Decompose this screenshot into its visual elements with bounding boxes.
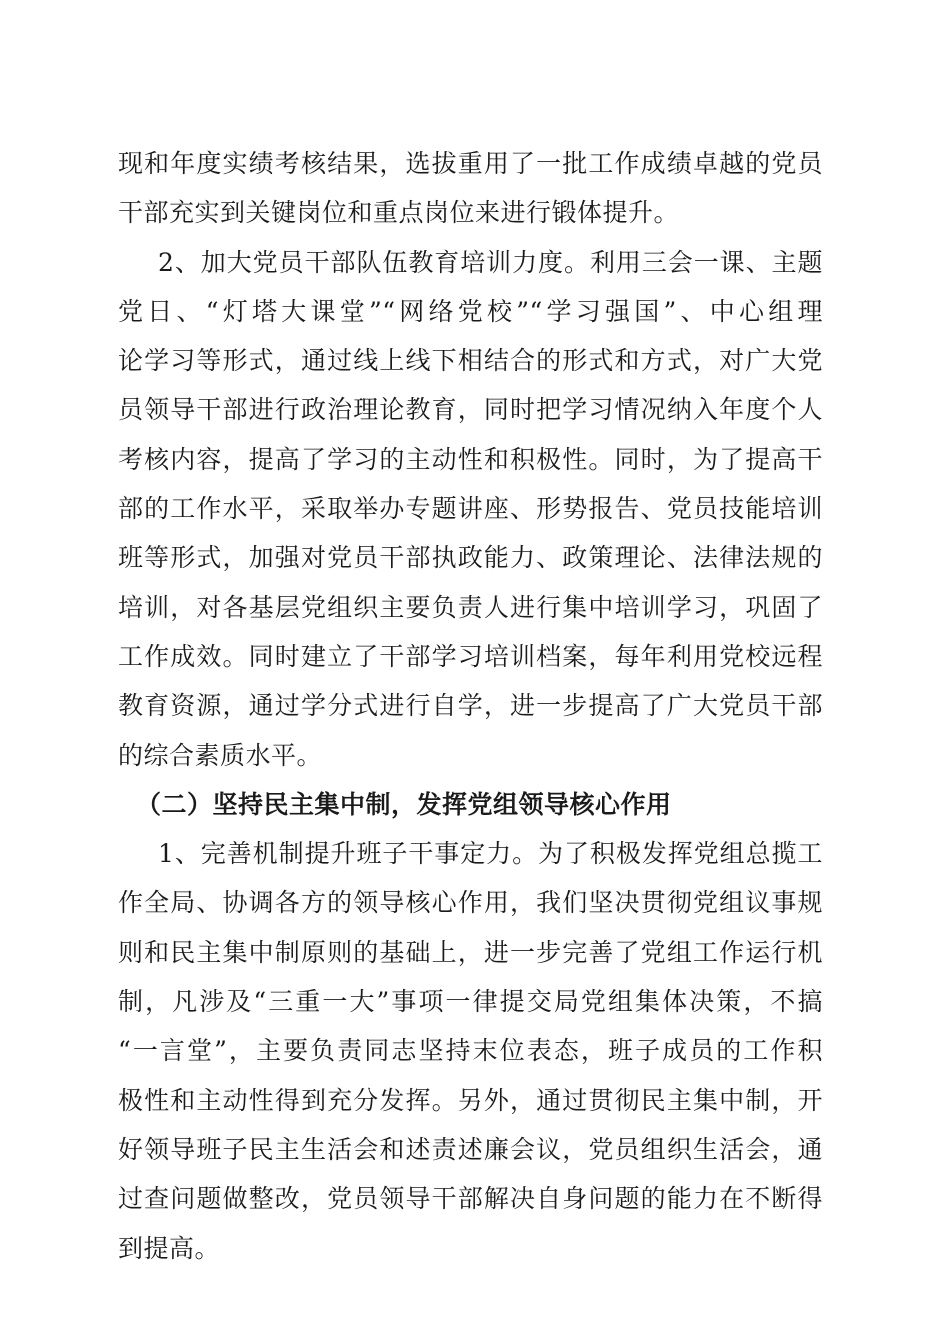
paragraph-line: 2、加大党员干部队伍教育培训力度。利用三会一课、主题 [158, 247, 823, 277]
paragraph-line: 班等形式，加强对党员干部执政能力、政策理论、法律法规的 [118, 543, 823, 573]
paragraph-line: 作全局、协调各方的领导核心作用，我们坚决贯彻党组议事规 [118, 888, 823, 918]
paragraph-line: 则和民主集中制原则的基础上，进一步完善了党组工作运行机 [118, 937, 823, 967]
paragraph-line: 员领导干部进行政治理论教育，同时把学习情况纳入年度个人 [118, 395, 823, 425]
paragraph-line: 制，凡涉及“三重一大”事项一律提交局党组集体决策，不搞 [118, 987, 823, 1017]
paragraph-line: 过查问题做整改，党员领导干部解决自身问题的能力在不断得 [118, 1184, 823, 1214]
paragraph-line: 好领导班子民主生活会和述责述廉会议，党员组织生活会，通 [118, 1134, 823, 1164]
paragraph-line: 教育资源，通过学分式进行自学，进一步提高了广大党员干部 [118, 691, 823, 721]
paragraph-line: 现和年度实绩考核结果，选拔重用了一批工作成绩卓越的党员 [118, 149, 823, 178]
document-body [118, 139, 823, 1273]
paragraph-line: 干部充实到关键岗位和重点岗位来进行锻体提升。 [118, 198, 680, 228]
section-heading: （二）坚持民主集中制，发挥党组领导核心作用 [136, 789, 672, 819]
paragraph-line: 论学习等形式，通过线上线下相结合的形式和方式，对广大党 [118, 346, 823, 376]
paragraph-line: 考核内容，提高了学习的主动性和积极性。同时，为了提高干 [118, 444, 823, 474]
paragraph-line: 的综合素质水平。 [118, 740, 323, 770]
paragraph-line: 工作成效。同时建立了干部学习培训档案，每年利用党校远程 [118, 641, 823, 671]
paragraph-line: 到提高。 [118, 1233, 221, 1263]
paragraph-line: “一言堂”，主要负责同志坚持末位表态，班子成员的工作积 [118, 1036, 823, 1066]
paragraph-line: 极性和主动性得到充分发挥。另外，通过贯彻民主集中制，开 [118, 1085, 823, 1115]
paragraph-line: 培训，对各基层党组织主要负责人进行集中培训学习，巩固了 [118, 592, 823, 622]
paragraph-line: 党日、“灯塔大课堂”“网络党校”“学习强国”、中心组理 [118, 296, 823, 326]
paragraph-line: 部的工作水平，采取举办专题讲座、形势报告、党员技能培训 [118, 494, 823, 524]
paragraph-line: 1、完善机制提升班子干事定力。为了积极发挥党组总揽工 [158, 839, 823, 869]
